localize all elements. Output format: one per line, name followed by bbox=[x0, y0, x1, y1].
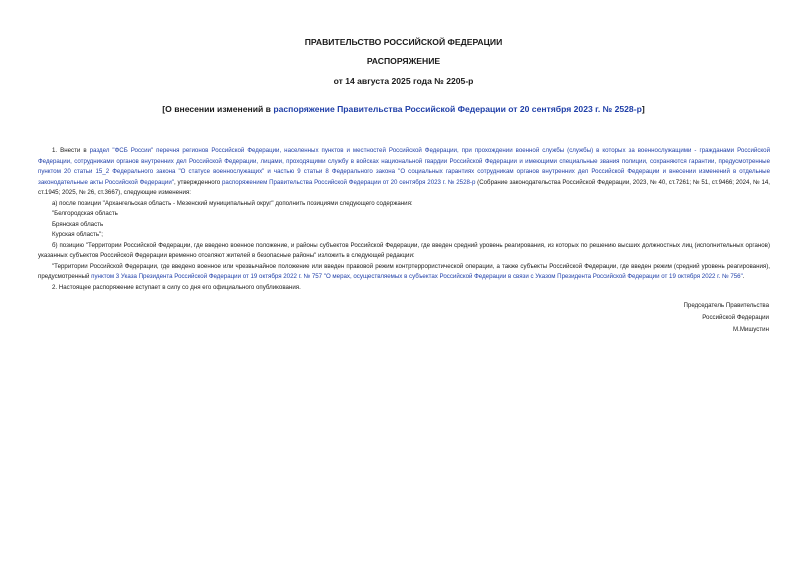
paragraph-a-item-2: Брянская область bbox=[52, 220, 104, 228]
document-type: РАСПОРЯЖЕНИЕ bbox=[366, 56, 441, 66]
signature-line-1: Председатель Правительства bbox=[683, 302, 769, 309]
p1-link-order[interactable]: распоряжением Правительства Российской Федерации от 20 сентября 2023 г. № 2528-р bbox=[222, 178, 476, 186]
signature-line-2: Российской Федерации bbox=[702, 314, 769, 322]
p1-link-section[interactable]: раздел "ФСБ России" перечня регионов Российской Федерации, населенных пунктов и местностей Российской Федерации, при прохождении военной службы (службы) в которых за военнослужащими - гражданами Российской Федерации, сотрудниками органов внутренних дел Российской Федерации, лицами, проходящими службу в войсках национальной гвардии Российской Федерации и имеющими специальные звания полиции, сохраняются гарантии, предусмотренные пунктом 20 статьи 15_2 Федерального закона "О статусе военнослужащих" и частью 9 статьи 8 Федерального закона "О социальных гарантиях сотрудникам органов внутренних дел Российской Федерации и внесении изменений в отдельные законодательные акты Российской Федерации" bbox=[38, 147, 770, 186]
paragraph-a: а) после позиции "Архангельская область - Мезенский муниципальный округ" дополнить позициями следующего содержания: bbox=[52, 199, 413, 207]
paragraph-b: б) позицию "Территории Российской Федерации, где введено военное положение, и районы субъектов Российской Федерации, где введен средний уровень реагирования, из которых по решению высших должностных лиц (исполнительных органов) указанных субъектов Российской Федерации временно отселяют жителей в безопасные районы" изложить в следующей редакции: bbox=[38, 241, 770, 259]
pc-text-a: "Территории Российской Федерации, где введено военное или чрезвычайное положение или введен правовой режим контртеррористической операции, а также субъекты Российской Федерации, где введен режим (средний уровень реагирования), предусмотренный bbox=[38, 262, 770, 280]
title-prefix: [О внесении изменений в bbox=[162, 104, 274, 114]
title-suffix: ] bbox=[641, 104, 645, 114]
paragraph-a-item-1: "Белгородская область bbox=[52, 210, 118, 217]
p1-text-c: (Собрание законодательства Российской Федерации, 2023, № 40, ст.7261; № 51, ст.9466; 2024, № 14, ст.1945; 2025, № 26, ст.3667), следующие изменения: bbox=[38, 178, 770, 196]
date-number: от 14 августа 2025 года № 2205-р bbox=[333, 76, 474, 86]
p1-text-a: 1. Внести в bbox=[52, 147, 90, 154]
government-heading: ПРАВИТЕЛЬСТВО РОССИЙСКОЙ ФЕДЕРАЦИИ bbox=[304, 37, 503, 47]
paragraph-b-quote bbox=[38, 262, 770, 283]
signature-block bbox=[683, 300, 769, 337]
pc-link-decree[interactable]: пунктом 3 Указа Президента Российской Федерации от 19 октября 2022 г. № 757 "О мерах, осуществляемых в субъектах Российской Федерации в связи с Указом Президента Российской Федерации от 19 октября 2022 г. № 756" bbox=[91, 273, 743, 280]
paragraph-1 bbox=[38, 146, 770, 199]
signature-name: М.Мишустин bbox=[733, 326, 769, 334]
paragraph-2: 2. Настоящее распоряжение вступает в силу со дня его официального опубликования. bbox=[52, 283, 301, 291]
paragraph-a-item-3: Курская область"; bbox=[52, 231, 103, 238]
pc-text-b: . bbox=[742, 273, 745, 280]
document-body bbox=[38, 146, 770, 293]
title-link[interactable]: распоряжение Правительства Российской Федерации от 20 сентября 2023 г. № 2528-р bbox=[273, 104, 642, 114]
document-title bbox=[0, 104, 807, 114]
p1-text-b: , утвержденного bbox=[173, 178, 222, 186]
